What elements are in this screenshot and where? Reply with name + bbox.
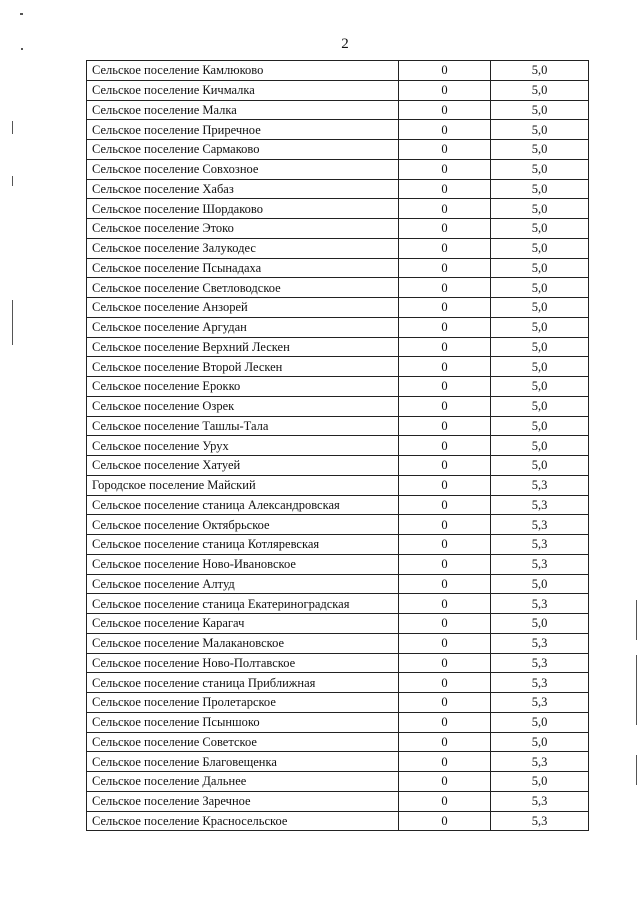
value-a-cell: 0 (399, 337, 491, 357)
value-b-cell: 5,0 (491, 159, 589, 179)
table-row (87, 594, 589, 614)
value-b-cell: 5,0 (491, 179, 589, 199)
settlement-name-cell: Сельское поселение Залукодес (87, 238, 399, 258)
value-b-cell: 5,0 (491, 772, 589, 792)
value-b-cell: 5,3 (491, 653, 589, 673)
settlement-name-cell: Сельское поселение Пролетарское (87, 693, 399, 713)
value-b-cell: 5,0 (491, 140, 589, 160)
value-a-cell: 0 (399, 80, 491, 100)
value-a-cell: 0 (399, 614, 491, 634)
settlement-name-cell: Сельское поселение Второй Лескен (87, 357, 399, 377)
value-a-cell: 0 (399, 357, 491, 377)
table-row (87, 298, 589, 318)
table-row (87, 772, 589, 792)
table-row (87, 278, 589, 298)
value-a-cell: 0 (399, 278, 491, 298)
value-b-cell: 5,0 (491, 317, 589, 337)
value-b-cell: 5,3 (491, 535, 589, 555)
table-row (87, 179, 589, 199)
value-b-cell: 5,0 (491, 357, 589, 377)
value-a-cell: 0 (399, 772, 491, 792)
table-row (87, 535, 589, 555)
settlement-name-cell: Сельское поселение Ново-Ивановское (87, 554, 399, 574)
value-b-cell: 5,0 (491, 416, 589, 436)
value-b-cell: 5,0 (491, 219, 589, 239)
value-b-cell: 5,0 (491, 80, 589, 100)
table-row (87, 752, 589, 772)
scan-artifact-mark (636, 655, 637, 725)
value-b-cell: 5,3 (491, 495, 589, 515)
value-a-cell: 0 (399, 436, 491, 456)
value-a-cell: 0 (399, 653, 491, 673)
value-a-cell: 0 (399, 693, 491, 713)
table-row (87, 515, 589, 535)
table-row (87, 673, 589, 693)
value-a-cell: 0 (399, 199, 491, 219)
value-a-cell: 0 (399, 179, 491, 199)
settlement-name-cell: Сельское поселение Сармаково (87, 140, 399, 160)
value-a-cell: 0 (399, 712, 491, 732)
scan-artifact-mark (636, 600, 637, 640)
settlement-name-cell: Сельское поселение Октябрьское (87, 515, 399, 535)
settlement-name-cell: Сельское поселение Псынадаха (87, 258, 399, 278)
value-a-cell: 0 (399, 515, 491, 535)
value-b-cell: 5,3 (491, 515, 589, 535)
table-row (87, 614, 589, 634)
value-a-cell: 0 (399, 732, 491, 752)
value-b-cell: 5,3 (491, 811, 589, 831)
table-row (87, 791, 589, 811)
value-a-cell: 0 (399, 219, 491, 239)
settlement-name-cell: Сельское поселение Ерокко (87, 377, 399, 397)
value-a-cell: 0 (399, 396, 491, 416)
value-b-cell: 5,0 (491, 199, 589, 219)
value-b-cell: 5,0 (491, 712, 589, 732)
table-row (87, 811, 589, 831)
settlement-name-cell: Городское поселение Майский (87, 475, 399, 495)
value-b-cell: 5,0 (491, 337, 589, 357)
value-b-cell: 5,3 (491, 475, 589, 495)
table-row (87, 61, 589, 81)
table-row (87, 159, 589, 179)
value-b-cell: 5,0 (491, 278, 589, 298)
value-a-cell: 0 (399, 456, 491, 476)
value-b-cell: 5,0 (491, 377, 589, 397)
value-b-cell: 5,3 (491, 594, 589, 614)
table-row (87, 140, 589, 160)
settlements-table-body (87, 61, 589, 831)
value-b-cell: 5,0 (491, 61, 589, 81)
table-row (87, 337, 589, 357)
table-row (87, 100, 589, 120)
settlement-name-cell: Сельское поселение Советское (87, 732, 399, 752)
value-a-cell: 0 (399, 554, 491, 574)
settlement-name-cell: Сельское поселение Дальнее (87, 772, 399, 792)
value-b-cell: 5,3 (491, 554, 589, 574)
value-b-cell: 5,0 (491, 436, 589, 456)
value-a-cell: 0 (399, 594, 491, 614)
value-a-cell: 0 (399, 811, 491, 831)
settlement-name-cell: Сельское поселение Озрек (87, 396, 399, 416)
settlement-name-cell: Сельское поселение Камлюково (87, 61, 399, 81)
value-a-cell: 0 (399, 120, 491, 140)
table-row (87, 416, 589, 436)
settlement-name-cell: Сельское поселение Приречное (87, 120, 399, 140)
value-a-cell: 0 (399, 100, 491, 120)
value-a-cell: 0 (399, 574, 491, 594)
settlement-name-cell: Сельское поселение Малка (87, 100, 399, 120)
value-b-cell: 5,0 (491, 238, 589, 258)
value-a-cell: 0 (399, 495, 491, 515)
value-b-cell: 5,0 (491, 120, 589, 140)
scan-artifact-mark (636, 755, 637, 785)
settlement-name-cell: Сельское поселение Алтуд (87, 574, 399, 594)
table-row (87, 258, 589, 278)
table-row (87, 456, 589, 476)
table-row (87, 574, 589, 594)
value-a-cell: 0 (399, 159, 491, 179)
scan-artifact-mark (12, 176, 13, 186)
settlement-name-cell: Сельское поселение Малакановское (87, 633, 399, 653)
table-row (87, 357, 589, 377)
settlements-table (86, 60, 589, 831)
table-row (87, 396, 589, 416)
settlement-name-cell: Сельское поселение Аргудан (87, 317, 399, 337)
value-a-cell: 0 (399, 752, 491, 772)
value-a-cell: 0 (399, 258, 491, 278)
scan-artifact-mark (20, 13, 23, 15)
scan-artifact-mark (12, 300, 13, 345)
value-b-cell: 5,0 (491, 298, 589, 318)
page-number: 2 (341, 36, 349, 52)
value-a-cell: 0 (399, 633, 491, 653)
value-b-cell: 5,0 (491, 614, 589, 634)
settlement-name-cell: Сельское поселение Заречное (87, 791, 399, 811)
settlement-name-cell: Сельское поселение Анзорей (87, 298, 399, 318)
settlement-name-cell: Сельское поселение Хабаз (87, 179, 399, 199)
table-row (87, 238, 589, 258)
settlement-name-cell: Сельское поселение Псыншоко (87, 712, 399, 732)
value-b-cell: 5,3 (491, 673, 589, 693)
settlement-name-cell: Сельское поселение Хатуей (87, 456, 399, 476)
settlement-name-cell: Сельское поселение Ташлы-Тала (87, 416, 399, 436)
settlement-name-cell: Сельское поселение Красносельское (87, 811, 399, 831)
value-a-cell: 0 (399, 61, 491, 81)
value-a-cell: 0 (399, 140, 491, 160)
scan-artifact-mark (12, 121, 13, 134)
table-row (87, 653, 589, 673)
table-row (87, 475, 589, 495)
settlement-name-cell: Сельское поселение Светловодское (87, 278, 399, 298)
table-row (87, 219, 589, 239)
value-a-cell: 0 (399, 238, 491, 258)
table-row (87, 377, 589, 397)
value-a-cell: 0 (399, 673, 491, 693)
value-b-cell: 5,3 (491, 791, 589, 811)
settlement-name-cell: Сельское поселение станица Александровская (87, 495, 399, 515)
value-b-cell: 5,3 (491, 693, 589, 713)
table-row (87, 712, 589, 732)
settlement-name-cell: Сельское поселение станица Котляревская (87, 535, 399, 555)
settlement-name-cell: Сельское поселение станица Приближная (87, 673, 399, 693)
settlement-name-cell: Сельское поселение Верхний Лескен (87, 337, 399, 357)
value-b-cell: 5,0 (491, 574, 589, 594)
value-a-cell: 0 (399, 791, 491, 811)
settlement-name-cell: Сельское поселение Карагач (87, 614, 399, 634)
table-row (87, 495, 589, 515)
table-row (87, 317, 589, 337)
table-row (87, 693, 589, 713)
value-b-cell: 5,0 (491, 396, 589, 416)
settlement-name-cell: Сельское поселение Урух (87, 436, 399, 456)
settlement-name-cell: Сельское поселение Кичмалка (87, 80, 399, 100)
table-row (87, 199, 589, 219)
value-b-cell: 5,0 (491, 100, 589, 120)
value-b-cell: 5,0 (491, 456, 589, 476)
value-a-cell: 0 (399, 475, 491, 495)
value-a-cell: 0 (399, 298, 491, 318)
settlement-name-cell: Сельское поселение Совхозное (87, 159, 399, 179)
value-a-cell: 0 (399, 535, 491, 555)
table-row (87, 554, 589, 574)
value-b-cell: 5,0 (491, 258, 589, 278)
settlement-name-cell: Сельское поселение Этоко (87, 219, 399, 239)
table-row (87, 80, 589, 100)
value-b-cell: 5,3 (491, 752, 589, 772)
value-a-cell: 0 (399, 377, 491, 397)
settlement-name-cell: Сельское поселение Благовещенка (87, 752, 399, 772)
table-row (87, 436, 589, 456)
table-row (87, 120, 589, 140)
value-a-cell: 0 (399, 416, 491, 436)
value-b-cell: 5,0 (491, 732, 589, 752)
settlement-name-cell: Сельское поселение станица Екатериноградская (87, 594, 399, 614)
value-b-cell: 5,3 (491, 633, 589, 653)
table-row (87, 633, 589, 653)
settlement-name-cell: Сельское поселение Ново-Полтавское (87, 653, 399, 673)
table-row (87, 732, 589, 752)
value-a-cell: 0 (399, 317, 491, 337)
settlement-name-cell: Сельское поселение Шордаково (87, 199, 399, 219)
